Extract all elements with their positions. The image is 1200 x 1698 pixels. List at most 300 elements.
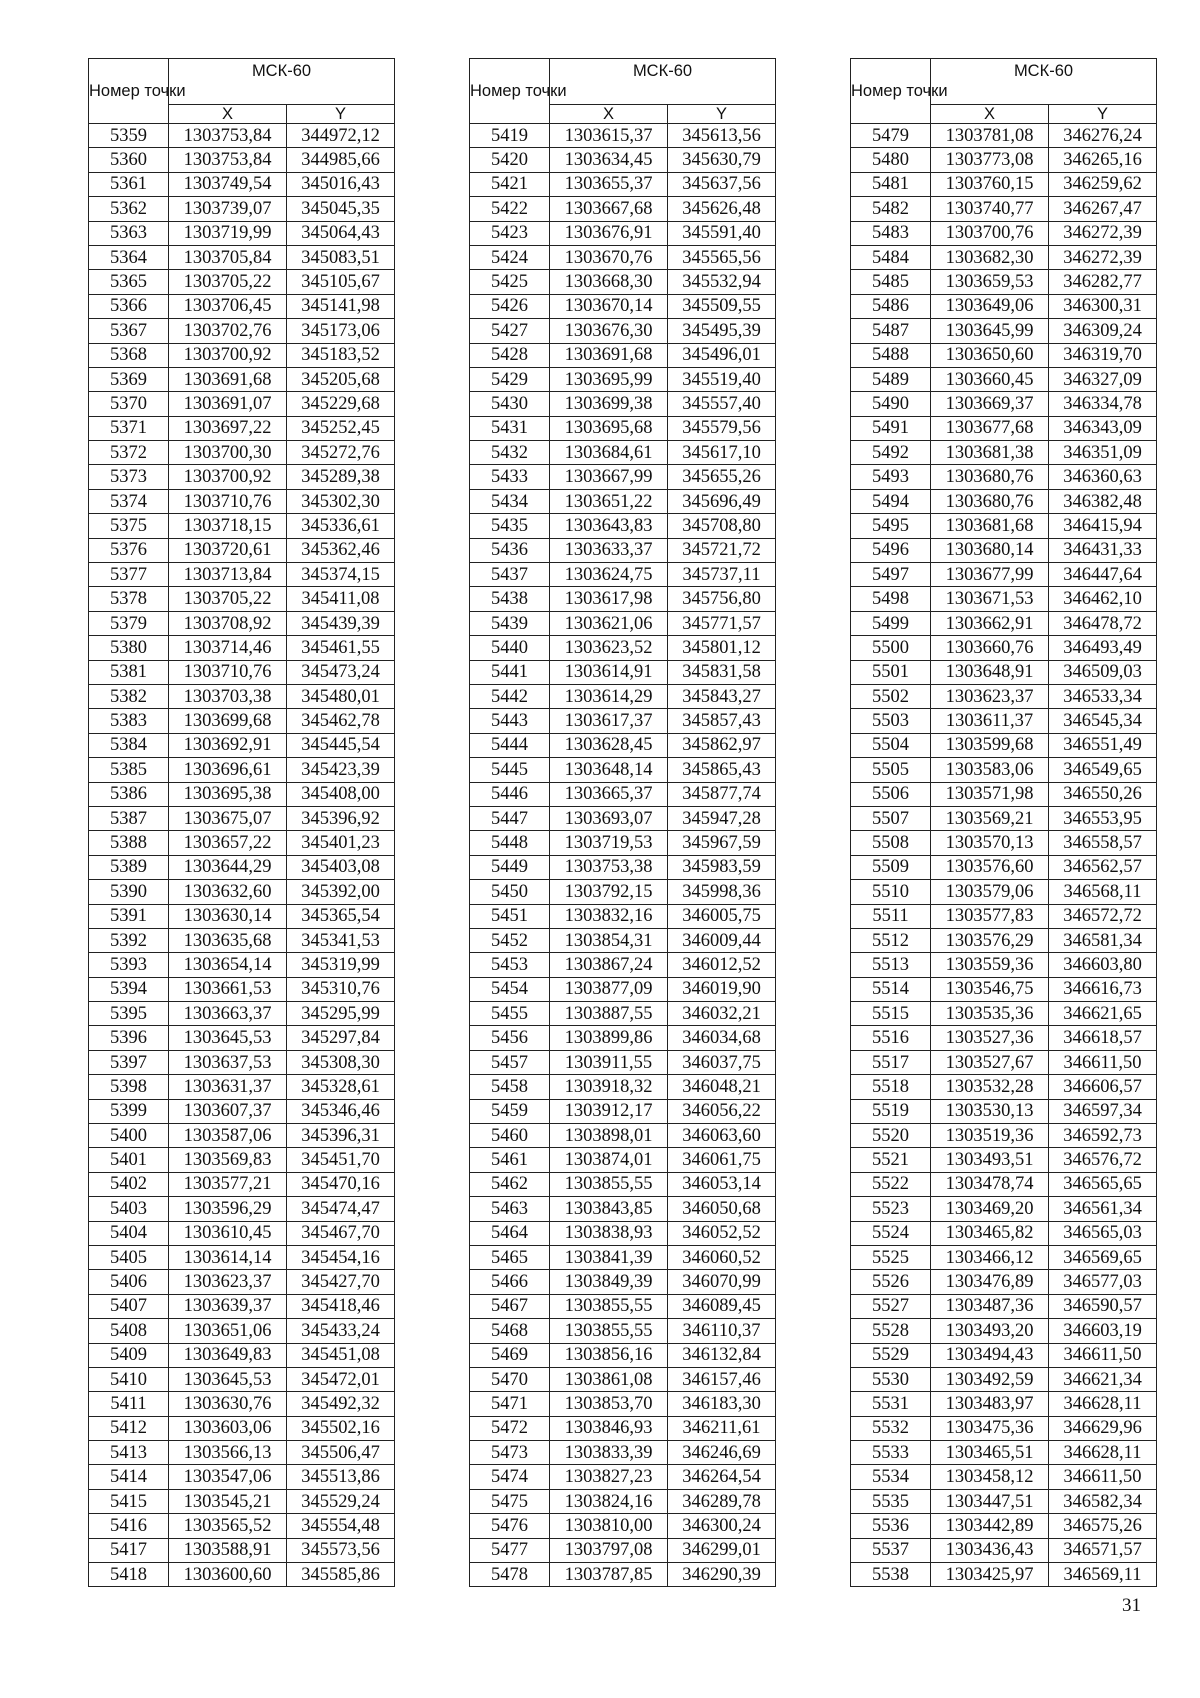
point-number-cell: 5432 xyxy=(470,441,550,465)
x-coordinate-cell: 1303651,22 xyxy=(550,489,668,513)
x-coordinate-cell: 1303465,51 xyxy=(931,1441,1049,1465)
table-row xyxy=(89,611,395,635)
point-number-cell: 5488 xyxy=(851,343,931,367)
point-number-cell: 5507 xyxy=(851,806,931,830)
x-coordinate-cell: 1303637,53 xyxy=(169,1050,287,1074)
point-number-cell: 5367 xyxy=(89,319,169,343)
y-coordinate-cell: 346597,34 xyxy=(1049,1099,1157,1123)
y-coordinate-cell: 345831,58 xyxy=(668,660,776,684)
x-coordinate-cell: 1303600,60 xyxy=(169,1563,287,1587)
table-row xyxy=(470,660,776,684)
y-coordinate-cell: 345461,55 xyxy=(287,636,395,660)
y-coordinate-cell: 345310,76 xyxy=(287,977,395,1001)
table-row xyxy=(851,172,1157,196)
table-row xyxy=(89,1294,395,1318)
table-row xyxy=(470,1172,776,1196)
y-coordinate-cell: 345362,46 xyxy=(287,538,395,562)
point-number-cell: 5530 xyxy=(851,1367,931,1391)
x-coordinate-cell: 1303478,74 xyxy=(931,1172,1049,1196)
x-coordinate-cell: 1303532,28 xyxy=(931,1075,1049,1099)
table-row xyxy=(470,416,776,440)
y-coordinate-cell: 345630,79 xyxy=(668,148,776,172)
table-row xyxy=(851,1099,1157,1123)
table-row xyxy=(470,1221,776,1245)
table-row xyxy=(470,465,776,489)
x-coordinate-cell: 1303867,24 xyxy=(550,953,668,977)
y-coordinate-cell: 345565,56 xyxy=(668,245,776,269)
x-coordinate-cell: 1303442,89 xyxy=(931,1514,1049,1538)
table-row xyxy=(89,563,395,587)
point-number-cell: 5463 xyxy=(470,1197,550,1221)
table-row xyxy=(851,343,1157,367)
y-coordinate-cell: 345496,01 xyxy=(668,343,776,367)
x-coordinate-cell: 1303475,36 xyxy=(931,1416,1049,1440)
x-coordinate-cell: 1303530,13 xyxy=(931,1099,1049,1123)
point-number-cell: 5491 xyxy=(851,416,931,440)
x-coordinate-cell: 1303719,99 xyxy=(169,221,287,245)
point-number-cell: 5525 xyxy=(851,1245,931,1269)
x-coordinate-cell: 1303579,06 xyxy=(931,880,1049,904)
x-header: X xyxy=(169,105,287,124)
y-coordinate-cell: 345308,30 xyxy=(287,1050,395,1074)
table-row xyxy=(470,514,776,538)
table-row xyxy=(470,1367,776,1391)
point-number-cell: 5479 xyxy=(851,124,931,148)
point-number-cell: 5528 xyxy=(851,1319,931,1343)
table-row xyxy=(89,1563,395,1587)
y-coordinate-cell: 346048,21 xyxy=(668,1075,776,1099)
x-coordinate-cell: 1303713,84 xyxy=(169,563,287,587)
table-row xyxy=(470,319,776,343)
y-coordinate-cell: 345737,11 xyxy=(668,563,776,587)
table-row xyxy=(89,782,395,806)
point-number-cell: 5383 xyxy=(89,709,169,733)
y-coordinate-cell: 344972,12 xyxy=(287,124,395,148)
point-number-cell: 5464 xyxy=(470,1221,550,1245)
point-number-cell: 5406 xyxy=(89,1270,169,1294)
y-coordinate-cell: 345529,24 xyxy=(287,1489,395,1513)
x-coordinate-cell: 1303661,53 xyxy=(169,977,287,1001)
y-coordinate-cell: 346565,03 xyxy=(1049,1221,1157,1245)
table-row xyxy=(851,758,1157,782)
point-number-cell: 5505 xyxy=(851,758,931,782)
point-number-cell: 5476 xyxy=(470,1514,550,1538)
point-number-cell: 5498 xyxy=(851,587,931,611)
table-row xyxy=(89,343,395,367)
y-coordinate-cell: 346618,57 xyxy=(1049,1026,1157,1050)
y-coordinate-cell: 346009,44 xyxy=(668,928,776,952)
x-coordinate-cell: 1303611,37 xyxy=(931,709,1049,733)
x-coordinate-cell: 1303610,45 xyxy=(169,1221,287,1245)
point-number-cell: 5503 xyxy=(851,709,931,733)
table-row xyxy=(470,1002,776,1026)
y-coordinate-cell: 346569,11 xyxy=(1049,1563,1157,1587)
y-coordinate-cell: 346415,94 xyxy=(1049,514,1157,538)
point-number-cell: 5466 xyxy=(470,1270,550,1294)
point-number-cell: 5410 xyxy=(89,1367,169,1391)
table-row xyxy=(89,806,395,830)
x-coordinate-cell: 1303792,15 xyxy=(550,880,668,904)
point-number-cell: 5489 xyxy=(851,367,931,391)
y-coordinate-cell: 345947,28 xyxy=(668,806,776,830)
point-number-cell: 5376 xyxy=(89,538,169,562)
x-coordinate-cell: 1303702,76 xyxy=(169,319,287,343)
table-row xyxy=(851,124,1157,148)
y-coordinate-cell: 344985,66 xyxy=(287,148,395,172)
point-number-cell: 5372 xyxy=(89,441,169,465)
x-coordinate-cell: 1303665,37 xyxy=(550,782,668,806)
x-coordinate-cell: 1303425,97 xyxy=(931,1563,1049,1587)
x-coordinate-cell: 1303545,21 xyxy=(169,1489,287,1513)
x-coordinate-cell: 1303546,75 xyxy=(931,977,1049,1001)
x-coordinate-cell: 1303856,16 xyxy=(550,1343,668,1367)
x-coordinate-cell: 1303527,67 xyxy=(931,1050,1049,1074)
x-coordinate-cell: 1303843,85 xyxy=(550,1197,668,1221)
x-coordinate-cell: 1303614,29 xyxy=(550,684,668,708)
point-number-cell: 5424 xyxy=(470,245,550,269)
point-number-cell: 5515 xyxy=(851,1002,931,1026)
point-number-cell: 5517 xyxy=(851,1050,931,1074)
table-row xyxy=(89,172,395,196)
x-coordinate-cell: 1303587,06 xyxy=(169,1124,287,1148)
y-coordinate-cell: 346606,57 xyxy=(1049,1075,1157,1099)
point-number-cell: 5523 xyxy=(851,1197,931,1221)
point-number-cell: 5494 xyxy=(851,489,931,513)
point-number-cell: 5411 xyxy=(89,1392,169,1416)
table-row xyxy=(89,855,395,879)
point-number-cell: 5520 xyxy=(851,1124,931,1148)
point-number-cell: 5386 xyxy=(89,782,169,806)
y-coordinate-cell: 345045,35 xyxy=(287,197,395,221)
y-coordinate-cell: 346577,03 xyxy=(1049,1270,1157,1294)
point-number-cell: 5412 xyxy=(89,1416,169,1440)
table-row xyxy=(470,1099,776,1123)
point-number-cell: 5417 xyxy=(89,1538,169,1562)
table-row xyxy=(851,1026,1157,1050)
point-number-cell: 5428 xyxy=(470,343,550,367)
y-coordinate-cell: 345480,01 xyxy=(287,684,395,708)
point-number-cell: 5422 xyxy=(470,197,550,221)
x-coordinate-cell: 1303559,36 xyxy=(931,953,1049,977)
point-number-cell: 5439 xyxy=(470,611,550,635)
table-row xyxy=(89,1465,395,1489)
y-coordinate-cell: 346575,26 xyxy=(1049,1514,1157,1538)
y-coordinate-cell: 345617,10 xyxy=(668,441,776,465)
y-coordinate-cell: 345591,40 xyxy=(668,221,776,245)
y-coordinate-cell: 345374,15 xyxy=(287,563,395,587)
point-number-cell: 5452 xyxy=(470,928,550,952)
table-row xyxy=(470,1538,776,1562)
x-coordinate-cell: 1303705,84 xyxy=(169,245,287,269)
x-coordinate-cell: 1303874,01 xyxy=(550,1148,668,1172)
table-row xyxy=(851,197,1157,221)
x-coordinate-cell: 1303710,76 xyxy=(169,489,287,513)
y-coordinate-cell: 346550,26 xyxy=(1049,782,1157,806)
table-row xyxy=(89,1538,395,1562)
x-coordinate-cell: 1303639,37 xyxy=(169,1294,287,1318)
y-coordinate-cell: 345613,56 xyxy=(668,124,776,148)
y-coordinate-cell: 345183,52 xyxy=(287,343,395,367)
point-number-cell: 5496 xyxy=(851,538,931,562)
x-coordinate-cell: 1303458,12 xyxy=(931,1465,1049,1489)
point-number-cell: 5371 xyxy=(89,416,169,440)
y-coordinate-cell: 346628,11 xyxy=(1049,1392,1157,1416)
point-number-cell: 5514 xyxy=(851,977,931,1001)
x-coordinate-cell: 1303740,77 xyxy=(931,197,1049,221)
y-coordinate-cell: 346621,34 xyxy=(1049,1367,1157,1391)
x-coordinate-cell: 1303691,68 xyxy=(169,367,287,391)
y-coordinate-cell: 345408,00 xyxy=(287,782,395,806)
table-row xyxy=(470,880,776,904)
y-coordinate-cell: 345801,12 xyxy=(668,636,776,660)
point-number-cell: 5415 xyxy=(89,1489,169,1513)
x-coordinate-cell: 1303662,91 xyxy=(931,611,1049,635)
x-coordinate-cell: 1303695,38 xyxy=(169,782,287,806)
x-coordinate-cell: 1303827,23 xyxy=(550,1465,668,1489)
x-coordinate-cell: 1303705,22 xyxy=(169,270,287,294)
y-coordinate-cell: 345396,92 xyxy=(287,806,395,830)
table-row xyxy=(89,1075,395,1099)
x-coordinate-cell: 1303669,37 xyxy=(931,392,1049,416)
x-coordinate-cell: 1303628,45 xyxy=(550,733,668,757)
point-number-cell: 5365 xyxy=(89,270,169,294)
x-coordinate-cell: 1303781,08 xyxy=(931,124,1049,148)
y-coordinate-cell: 346343,09 xyxy=(1049,416,1157,440)
table-row xyxy=(89,1270,395,1294)
x-coordinate-cell: 1303832,16 xyxy=(550,904,668,928)
x-coordinate-cell: 1303700,92 xyxy=(169,343,287,367)
y-coordinate-cell: 345302,30 xyxy=(287,489,395,513)
y-coordinate-cell: 346360,63 xyxy=(1049,465,1157,489)
y-coordinate-cell: 346290,39 xyxy=(668,1563,776,1587)
point-number-header: Номер точки xyxy=(851,59,931,124)
y-coordinate-cell: 346616,73 xyxy=(1049,977,1157,1001)
y-coordinate-cell: 345506,47 xyxy=(287,1441,395,1465)
y-coordinate-cell: 346581,34 xyxy=(1049,928,1157,952)
table-row xyxy=(470,563,776,587)
x-coordinate-cell: 1303760,15 xyxy=(931,172,1049,196)
y-coordinate-cell: 345862,97 xyxy=(668,733,776,757)
table-row xyxy=(470,928,776,952)
x-coordinate-cell: 1303633,37 xyxy=(550,538,668,562)
table-row xyxy=(89,319,395,343)
point-number-cell: 5475 xyxy=(470,1489,550,1513)
y-coordinate-cell: 346582,34 xyxy=(1049,1489,1157,1513)
x-coordinate-cell: 1303493,20 xyxy=(931,1319,1049,1343)
table-row xyxy=(89,441,395,465)
x-coordinate-cell: 1303833,39 xyxy=(550,1441,668,1465)
x-coordinate-cell: 1303691,07 xyxy=(169,392,287,416)
point-number-cell: 5385 xyxy=(89,758,169,782)
y-coordinate-cell: 345418,46 xyxy=(287,1294,395,1318)
table-row xyxy=(851,611,1157,635)
table-row xyxy=(851,660,1157,684)
table-row xyxy=(470,806,776,830)
point-number-cell: 5390 xyxy=(89,880,169,904)
point-number-cell: 5470 xyxy=(470,1367,550,1391)
table-row xyxy=(851,880,1157,904)
y-coordinate-cell: 345655,26 xyxy=(668,465,776,489)
y-coordinate-cell: 346509,03 xyxy=(1049,660,1157,684)
x-coordinate-cell: 1303657,22 xyxy=(169,831,287,855)
x-coordinate-cell: 1303753,84 xyxy=(169,124,287,148)
point-number-cell: 5529 xyxy=(851,1343,931,1367)
x-coordinate-cell: 1303588,91 xyxy=(169,1538,287,1562)
y-coordinate-cell: 346603,80 xyxy=(1049,953,1157,977)
point-number-cell: 5472 xyxy=(470,1416,550,1440)
y-coordinate-cell: 346211,61 xyxy=(668,1416,776,1440)
table-row xyxy=(851,1245,1157,1269)
y-coordinate-cell: 346568,11 xyxy=(1049,880,1157,904)
x-coordinate-cell: 1303650,60 xyxy=(931,343,1049,367)
x-coordinate-cell: 1303583,06 xyxy=(931,758,1049,782)
table-row xyxy=(89,928,395,952)
table-row xyxy=(89,977,395,1001)
x-coordinate-cell: 1303447,51 xyxy=(931,1489,1049,1513)
point-number-cell: 5458 xyxy=(470,1075,550,1099)
point-number-cell: 5407 xyxy=(89,1294,169,1318)
x-coordinate-cell: 1303671,53 xyxy=(931,587,1049,611)
table-row xyxy=(89,245,395,269)
x-coordinate-cell: 1303861,08 xyxy=(550,1367,668,1391)
y-coordinate-cell: 345252,45 xyxy=(287,416,395,440)
point-number-cell: 5436 xyxy=(470,538,550,562)
x-coordinate-cell: 1303644,29 xyxy=(169,855,287,879)
x-coordinate-cell: 1303623,37 xyxy=(931,684,1049,708)
y-coordinate-cell: 345495,39 xyxy=(668,319,776,343)
point-number-cell: 5484 xyxy=(851,245,931,269)
table-row xyxy=(851,1124,1157,1148)
y-coordinate-cell: 345983,59 xyxy=(668,855,776,879)
y-coordinate-cell: 346561,34 xyxy=(1049,1197,1157,1221)
y-coordinate-cell: 346050,68 xyxy=(668,1197,776,1221)
x-coordinate-cell: 1303645,53 xyxy=(169,1026,287,1050)
x-coordinate-cell: 1303654,14 xyxy=(169,953,287,977)
x-coordinate-cell: 1303617,98 xyxy=(550,587,668,611)
table-row xyxy=(851,367,1157,391)
y-coordinate-cell: 345696,49 xyxy=(668,489,776,513)
y-coordinate-cell: 346309,24 xyxy=(1049,319,1157,343)
point-number-cell: 5459 xyxy=(470,1099,550,1123)
table-row xyxy=(89,1416,395,1440)
point-number-cell: 5471 xyxy=(470,1392,550,1416)
point-number-cell: 5414 xyxy=(89,1465,169,1489)
point-number-cell: 5445 xyxy=(470,758,550,782)
table-row xyxy=(851,1197,1157,1221)
y-coordinate-cell: 346551,49 xyxy=(1049,733,1157,757)
point-number-cell: 5396 xyxy=(89,1026,169,1050)
table-row xyxy=(851,465,1157,489)
x-coordinate-cell: 1303649,83 xyxy=(169,1343,287,1367)
y-coordinate-cell: 346132,84 xyxy=(668,1343,776,1367)
x-coordinate-cell: 1303841,39 xyxy=(550,1245,668,1269)
point-number-cell: 5392 xyxy=(89,928,169,952)
y-coordinate-cell: 346063,60 xyxy=(668,1124,776,1148)
table-row xyxy=(89,1099,395,1123)
point-number-cell: 5401 xyxy=(89,1148,169,1172)
table-row xyxy=(851,733,1157,757)
point-number-cell: 5522 xyxy=(851,1172,931,1196)
table-row xyxy=(851,245,1157,269)
point-number-cell: 5481 xyxy=(851,172,931,196)
table-row xyxy=(851,782,1157,806)
y-coordinate-cell: 346351,09 xyxy=(1049,441,1157,465)
x-coordinate-cell: 1303912,17 xyxy=(550,1099,668,1123)
y-coordinate-cell: 346037,75 xyxy=(668,1050,776,1074)
y-coordinate-cell: 346052,52 xyxy=(668,1221,776,1245)
x-coordinate-cell: 1303565,52 xyxy=(169,1514,287,1538)
page-number: 31 xyxy=(1122,1595,1141,1616)
table-row xyxy=(851,1050,1157,1074)
table-row xyxy=(851,416,1157,440)
table-row xyxy=(89,1124,395,1148)
x-coordinate-cell: 1303466,12 xyxy=(931,1245,1049,1269)
table-row xyxy=(470,245,776,269)
table-row xyxy=(89,1002,395,1026)
point-number-cell: 5500 xyxy=(851,636,931,660)
msk-group-header: МСК-60 xyxy=(169,59,395,105)
table-row xyxy=(89,831,395,855)
y-coordinate-cell: 345532,94 xyxy=(668,270,776,294)
point-number-cell: 5375 xyxy=(89,514,169,538)
table-row xyxy=(89,1343,395,1367)
x-coordinate-cell: 1303677,99 xyxy=(931,563,1049,587)
table-row xyxy=(470,1319,776,1343)
point-number-cell: 5359 xyxy=(89,124,169,148)
table-row xyxy=(470,1343,776,1367)
point-number-cell: 5364 xyxy=(89,245,169,269)
point-number-cell: 5495 xyxy=(851,514,931,538)
x-coordinate-cell: 1303699,68 xyxy=(169,709,287,733)
table-row xyxy=(89,1197,395,1221)
y-coordinate-cell: 345519,40 xyxy=(668,367,776,391)
y-coordinate-cell: 345205,68 xyxy=(287,367,395,391)
y-coordinate-cell: 346012,52 xyxy=(668,953,776,977)
table-row xyxy=(89,1514,395,1538)
y-coordinate-cell: 346590,57 xyxy=(1049,1294,1157,1318)
table-row xyxy=(851,1465,1157,1489)
coordinates-table-2 xyxy=(469,58,776,1587)
y-coordinate-cell: 346300,24 xyxy=(668,1514,776,1538)
x-coordinate-cell: 1303487,36 xyxy=(931,1294,1049,1318)
table-row xyxy=(89,880,395,904)
x-coordinate-cell: 1303695,68 xyxy=(550,416,668,440)
table-row xyxy=(470,1392,776,1416)
x-coordinate-cell: 1303887,55 xyxy=(550,1002,668,1026)
table-row xyxy=(851,1367,1157,1391)
point-number-cell: 5366 xyxy=(89,294,169,318)
x-coordinate-cell: 1303436,43 xyxy=(931,1538,1049,1562)
table-row xyxy=(851,489,1157,513)
table-row xyxy=(89,197,395,221)
x-coordinate-cell: 1303670,14 xyxy=(550,294,668,318)
point-number-cell: 5493 xyxy=(851,465,931,489)
x-coordinate-cell: 1303614,14 xyxy=(169,1245,287,1269)
point-number-cell: 5509 xyxy=(851,855,931,879)
y-coordinate-cell: 345229,68 xyxy=(287,392,395,416)
point-number-cell: 5437 xyxy=(470,563,550,587)
x-coordinate-cell: 1303571,98 xyxy=(931,782,1049,806)
table-row xyxy=(470,1050,776,1074)
point-number-cell: 5361 xyxy=(89,172,169,196)
x-coordinate-cell: 1303855,55 xyxy=(550,1172,668,1196)
point-number-cell: 5478 xyxy=(470,1563,550,1587)
table-row xyxy=(851,806,1157,830)
point-number-cell: 5379 xyxy=(89,611,169,635)
point-number-cell: 5477 xyxy=(470,1538,550,1562)
point-number-cell: 5435 xyxy=(470,514,550,538)
point-number-cell: 5462 xyxy=(470,1172,550,1196)
